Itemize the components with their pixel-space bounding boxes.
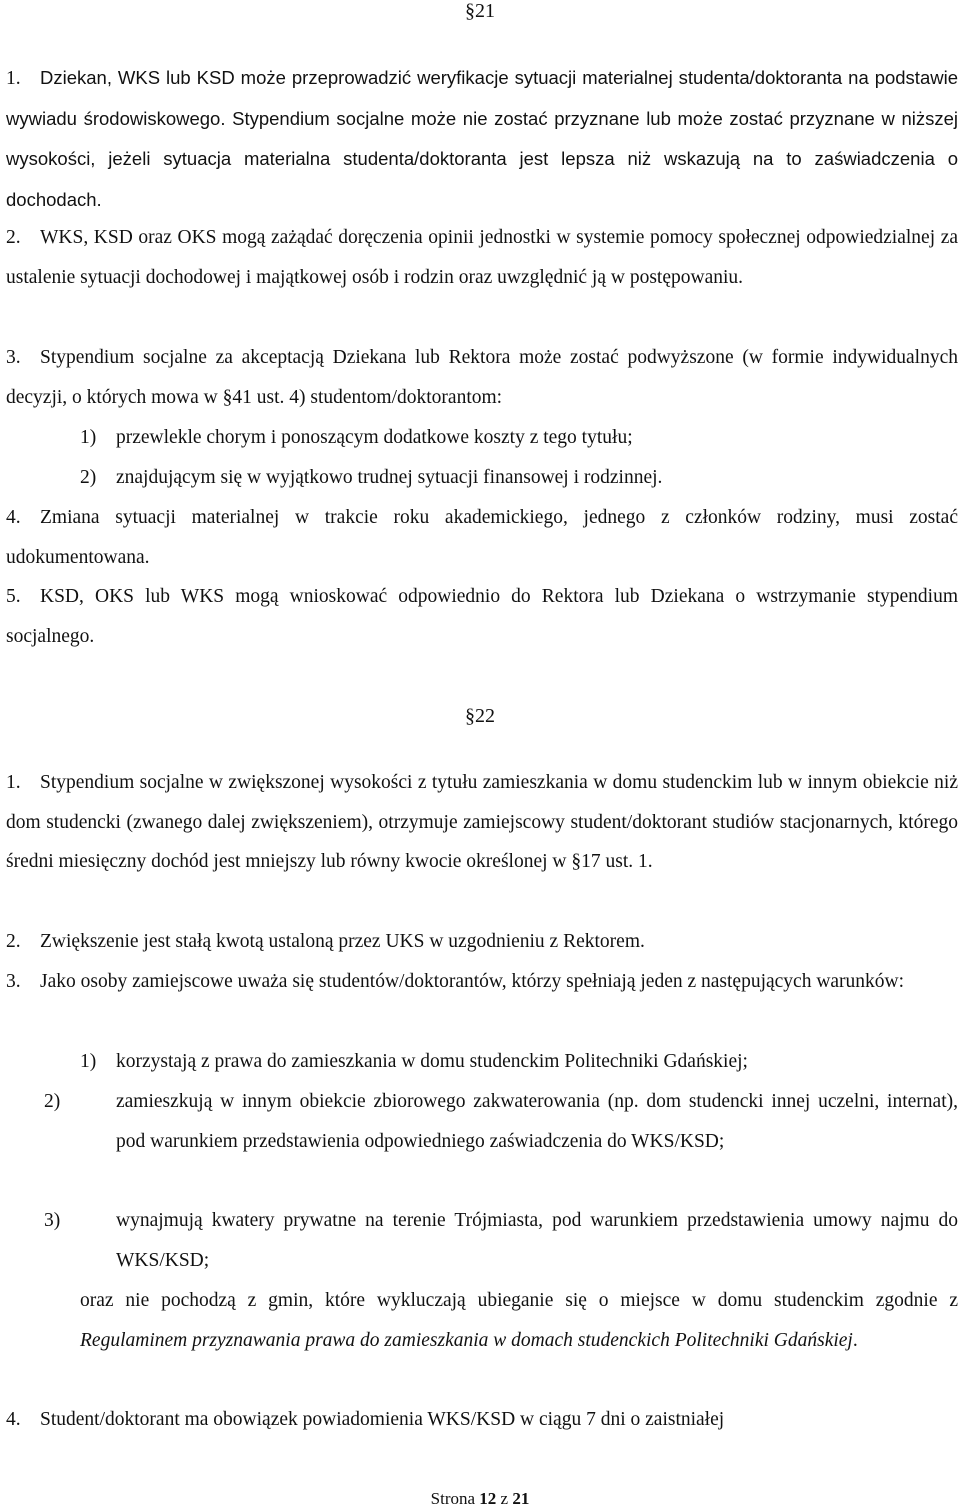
section-22-paragraph-1 (6, 763, 958, 882)
item-number: 3) (44, 1210, 61, 1231)
section-21-paragraph-5 (6, 577, 958, 656)
section-21-item-1 (80, 418, 958, 458)
paragraph-number: 2. (6, 931, 21, 952)
paragraph-number: 4. (6, 1409, 21, 1430)
item-text: przewlekle chorym i ponoszącym dodatkowe koszty z tego tytułu; (116, 427, 633, 448)
section-21-paragraph-3 (6, 338, 958, 417)
section-22-paragraph-3-tail (80, 1281, 958, 1360)
section-22-paragraph-2 (6, 922, 958, 962)
page-footer (0, 1489, 960, 1509)
item-text: zamieszkują w innym obiekcie zbiorowego zakwaterowania (np. dom studencki innej uczelni, internat), pod warunkiem przedstawienia odpowiedniego zaświadczenia do WKS/KSD; (116, 1091, 958, 1152)
item-text: wynajmują kwatery prywatne na terenie Trójmiasta, pod warunkiem przedstawienia umowy najmu do WKS/KSD; (116, 1210, 958, 1271)
footer-prefix: Strona (430, 1489, 476, 1508)
paragraph-text: Stypendium socjalne w zwiększonej wysokości z tytułu zamieszkania w domu studenckim lub w innym obiekcie niż dom studencki (zwanego dalej zwiększeniem), otrzymuje zamiejscowy student/doktorant studiów stacjonarnych, którego średni miesięczny dochód jest mniejszy lub równy kwocie określonej w §17 ust. 1. (6, 772, 958, 873)
item-number: 2) (80, 467, 97, 488)
paragraph-number: 1. (6, 772, 21, 793)
paragraph-number: 3. (6, 347, 21, 368)
footer-current-page: 12 (479, 1489, 497, 1508)
footer-separator: z (500, 1489, 509, 1508)
section-22-paragraph-4 (6, 1400, 958, 1440)
section-heading-21: §21 (465, 0, 495, 22)
paragraph-number: 1. (6, 68, 21, 89)
section-21-paragraph-4 (6, 498, 958, 577)
section-22-item-1 (80, 1042, 958, 1082)
tail-end: . (852, 1329, 858, 1351)
section-21-paragraph-2 (6, 218, 958, 297)
regulation-title: Regulaminem przyznawania prawa do zamieszkania w domach studenckich Politechniki Gdańskiej (80, 1329, 853, 1351)
paragraph-number: 4. (6, 507, 21, 528)
paragraph-text: Jako osoby zamiejscowe uważa się studentów/doktorantów, którzy spełniają jeden z następujących warunków: (40, 971, 905, 992)
section-22-item-3 (44, 1201, 958, 1280)
item-number: 1) (80, 427, 97, 448)
tail-text: oraz nie pochodzą z gmin, które wykluczają ubieganie się o miejsce w domu studenckim zgodnie z (80, 1290, 958, 1311)
paragraph-number: 2. (6, 227, 21, 248)
paragraph-text: KSD, OKS lub WKS mogą wnioskować odpowiednio do Rektora lub Dziekana o wstrzymanie stypendium socjalnego. (6, 586, 958, 647)
section-22-paragraph-3 (6, 962, 958, 1002)
paragraph-number: 3. (6, 971, 21, 992)
section-heading-22: §22 (465, 705, 495, 727)
item-text: znajdującym się w wyjątkowo trudnej sytuacji finansowej i rodzinnej. (116, 467, 663, 488)
paragraph-text: Dziekan, WKS lub KSD może przeprowadzić weryfikacje sytuacji materialnej studenta/doktoranta na podstawie wywiadu środowiskowego. Stypendium socjalne może nie zostać przyznane lub może zostać przyznane w niższej wysokości, jeżeli sytuacja materialna studenta/doktoranta jest (6, 67, 958, 170)
paragraph-text: WKS, KSD oraz OKS mogą zażądać doręczenia opinii jednostki w systemie pomocy społecznej odpowiedzialnej za ustalenie sytuacji dochodowej i majątkowej osób i rodzin oraz uwzględnić ją w postępowaniu. (6, 227, 958, 288)
paragraph-text: Zwiększenie jest stałą kwotą ustaloną przez UKS w uzgodnieniu z Rektorem. (40, 931, 645, 952)
section-21-item-2 (80, 458, 958, 498)
paragraph-text: Student/doktorant ma obowiązek powiadomienia WKS/KSD w ciągu 7 dni o zaistniałej (40, 1409, 725, 1430)
item-number: 1) (80, 1051, 97, 1072)
footer-total-pages: 21 (512, 1489, 530, 1508)
paragraph-number: 5. (6, 586, 21, 607)
paragraph-text-end: lepsza niż wskazują na to zaświadczenia o dochodach. (6, 148, 958, 210)
item-number: 2) (44, 1091, 61, 1112)
section-21-paragraph-1 (6, 58, 958, 220)
paragraph-text: Stypendium socjalne za akceptacją Dziekana lub Rektora może zostać podwyższone (w formie indywidualnych decyzji, o których mowa w §41 ust. 4) studentom/doktorantom: (6, 347, 958, 408)
item-text: korzystają z prawa do zamieszkania w domu studenckim Politechniki Gdańskiej; (116, 1051, 748, 1072)
section-22-item-2 (44, 1082, 958, 1161)
paragraph-text: Zmiana sytuacji materialnej w trakcie roku akademickiego, jednego z członków rodziny, musi zostać udokumentowana. (6, 507, 958, 568)
